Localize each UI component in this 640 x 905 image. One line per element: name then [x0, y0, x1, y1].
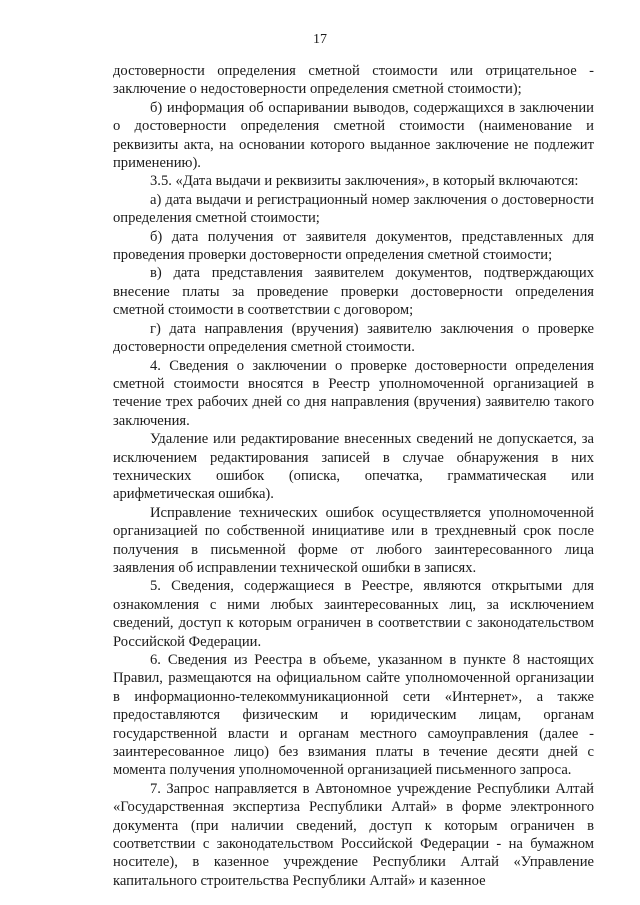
paragraph-4-deletion: Удаление или редактирование внесенных сведений не допускается, за исключением редактирования записей в случае обнаружения в них технических ошибок (описка, опечатка, грамматическая или арифметическая ошибка). — [113, 431, 594, 503]
paragraph-3-5-c: в) дата представления заявителем документов, подтверждающих внесение платы за проведение проверки достоверности определения сметной стоимости в соответствии с договором; — [113, 265, 594, 319]
paragraph-3-5-a: а) дата выдачи и регистрационный номер заключения о достоверности определения сметной стоимости; — [113, 191, 594, 227]
page-number: 17 — [313, 32, 327, 47]
paragraph-3-5-b: б) дата получения от заявителя документов, представленных для проведения проверки достоверности определения сметной стоимости; — [113, 228, 594, 264]
paragraph-6: 6. Сведения из Реестра в объеме, указанном в пункте 8 настоящих Правил, размещаются на официальном сайте уполномоченной организации в информационно-телекоммуникационной сети «Интернет», а также предоставляются физическим и юридическим лицам, органам государственной власти и органам местного самоуправления (далее - заинтересованное лицо) без взимания платы в течение десяти дней с момента получения уполномоченной организацией письменного запроса. — [113, 652, 594, 779]
paragraph-3-5: 3.5. «Дата выдачи и реквизиты заключения», в который включаются: — [150, 173, 579, 190]
paragraph-4: 4. Сведения о заключении о проверке достоверности определения сметной стоимости вносятся в Реестр уполномоченной организацией в течение трех рабочих дней со дня направления (вручения) заявителю такого заключения. — [113, 357, 594, 429]
paragraph-continuation: достоверности определения сметной стоимости или отрицательное - заключение о недостоверности определения сметной стоимости); — [113, 63, 594, 98]
paragraph-4-correction: Исправление технических ошибок осуществляется уполномоченной организацией по собственной инициативе или в трехдневный срок после получения в письменной форме от любого заинтересованного лица заявления об исправлении технической ошибки в записях. — [113, 504, 594, 576]
paragraph-7: 7. Запрос направляется в Автономное учреждение Республики Алтай «Государственная экспертиза Республики Алтай» в форме электронного документа (при наличии сведений, доступ к которым ограничен в соответствии с законодательством Российской Федерации - на бумажном носителе), в казенное учреждение Республики Алтай «Управление капитального строительства Республики Алтай» и казенное — [113, 780, 594, 889]
paragraph-3-5-d: г) дата направления (вручения) заявителю заключения о проверке достоверности определения сметной стоимости. — [113, 320, 594, 356]
paragraph-5: 5. Сведения, содержащиеся в Реестре, являются открытыми для ознакомления с ними любых заинтересованных лиц, за исключением сведений, доступ к которым ограничен в соответствии с законодательством Российской Федерации. — [113, 578, 594, 650]
document-body — [113, 62, 594, 890]
paragraph-3-4-b: б) информация об оспаривании выводов, содержащихся в заключении о достоверности определения сметной стоимости (наименование и реквизиты акта, на основании которого выданное заключение не подлежит применению). — [113, 99, 594, 172]
